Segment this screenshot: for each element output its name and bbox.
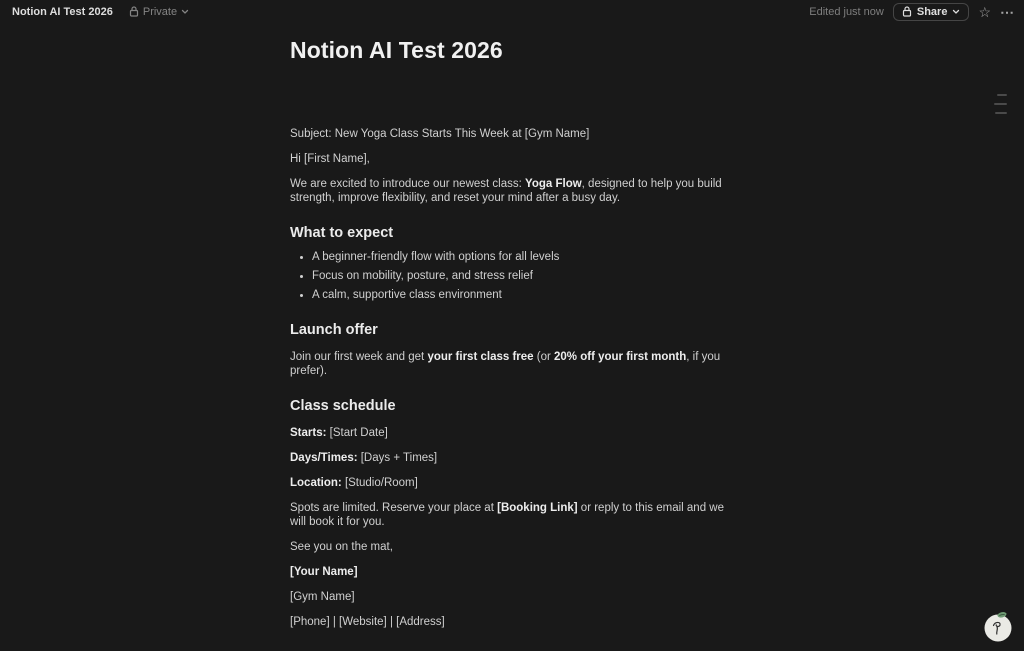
chevron-down-icon <box>181 9 189 15</box>
toc-indicator[interactable] <box>992 92 1009 116</box>
heading-what-to-expect[interactable]: What to expect <box>290 225 394 241</box>
lock-icon <box>902 6 912 17</box>
paragraph-intro[interactable] <box>290 177 726 205</box>
toc-bar <box>995 112 1007 114</box>
intro-post: , designed to help you build strength, improve flexibility, and reset your mind after a busy day. <box>290 178 722 204</box>
booking-link-bold: [Booking Link] <box>497 502 578 514</box>
schedule-days-value: [Days + Times] <box>357 452 438 464</box>
schedule-location[interactable] <box>290 476 726 490</box>
schedule-days-times[interactable] <box>290 451 726 465</box>
offer-bold-discount: 20% off your first month <box>554 351 687 363</box>
bullet-item[interactable]: • A beginner-friendly flow with options for all levels <box>312 250 726 264</box>
page-content <box>290 23 726 629</box>
document-body <box>290 127 726 629</box>
schedule-location-value: [Studio/Room] <box>341 477 418 489</box>
intro-bold: Yoga Flow <box>525 178 582 190</box>
bullet-item[interactable]: • A calm, supportive class environment <box>312 288 726 302</box>
signature-gym[interactable]: [Gym Name] <box>290 591 355 603</box>
privacy-label: Private <box>142 5 178 18</box>
heading-launch-offer[interactable]: Launch offer <box>290 322 378 338</box>
more-options-icon[interactable]: ⋯ <box>1000 3 1015 20</box>
breadcrumb[interactable]: Notion AI Test 2026 <box>12 5 113 18</box>
share-button[interactable] <box>893 3 970 21</box>
booking-pre: Spots are limited. Reserve your place at <box>290 502 498 514</box>
heading-class-schedule[interactable]: Class schedule <box>290 398 396 414</box>
privacy-dropdown[interactable] <box>125 4 193 20</box>
bullet-list <box>290 250 726 302</box>
bullet-item[interactable]: • Focus on mobility, posture, and stress relief <box>312 269 726 283</box>
toc-bar <box>994 103 1007 105</box>
paragraph-offer[interactable] <box>290 350 726 378</box>
paragraph-greeting[interactable]: Hi [First Name], <box>290 153 370 165</box>
topbar-right <box>809 3 1015 21</box>
share-label: Share <box>916 5 948 18</box>
page-title[interactable]: Notion AI Test 2026 <box>290 37 503 63</box>
paragraph-signoff[interactable]: See you on the mat, <box>290 541 393 553</box>
schedule-location-label: Location: <box>290 477 342 489</box>
offer-bold-free-class: your first class free <box>427 351 534 363</box>
signature-contact[interactable]: [Phone] | [Website] | [Address] <box>290 616 445 628</box>
signature-name[interactable] <box>290 565 726 579</box>
lock-icon <box>129 6 139 17</box>
offer-mid: (or <box>533 351 554 363</box>
intro-pre: We are excited to introduce our newest class: <box>290 178 526 190</box>
signature-name-bold: [Your Name] <box>290 566 358 578</box>
notion-ai-button[interactable] <box>982 610 1015 644</box>
topbar-left <box>8 4 193 20</box>
paragraph-subject[interactable]: Subject: New Yoga Class Starts This Week at [Gym Name] <box>290 128 590 140</box>
toc-bar <box>997 94 1007 96</box>
schedule-starts-value: [Start Date] <box>326 427 388 439</box>
favorite-star-icon[interactable]: ☆ <box>978 3 991 20</box>
booking-post: or reply to this email and we will book it for you. <box>290 502 724 528</box>
paragraph-booking[interactable] <box>290 501 726 529</box>
schedule-starts-label: Starts: <box>290 427 327 439</box>
offer-post: , if you prefer). <box>290 351 721 377</box>
schedule-days-label: Days/Times: <box>290 452 358 464</box>
edited-status: Edited just now <box>809 5 884 18</box>
chevron-down-icon <box>952 9 960 15</box>
offer-pre: Join our first week and get <box>290 351 428 363</box>
ai-face-circle <box>985 615 1012 642</box>
schedule-starts[interactable] <box>290 426 726 440</box>
topbar <box>0 0 1024 23</box>
